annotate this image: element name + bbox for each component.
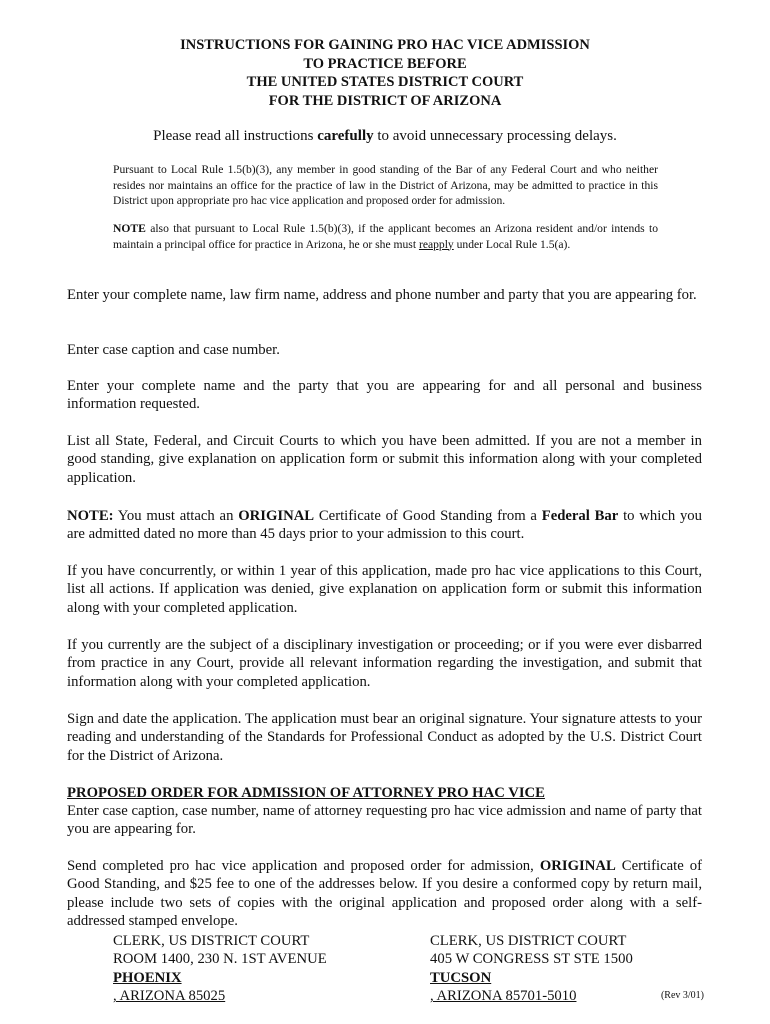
revision-label: (Rev 3/01) [660,990,704,1001]
tucson-address-line-2: 405 W CONGRESS ST STE 1500 [430,951,633,968]
document-title [0,36,770,110]
phoenix-address-line-1: CLERK, US DISTRICT COURT [113,933,310,949]
proposed-order-heading: PROPOSED ORDER FOR ADMISSION OF ATTORNEY PRO HAC VICE [67,785,545,801]
send-instructions: Send completed pro hac vice application and proposed order for admission, ORIGINAL Certificate of Good Standing, and $25 fee to one of the addresses below. If you desire a conformed copy by return mail, please include two sets of copies with the original application and proposed order along with a self-addressed stamped envelope. [67,858,702,930]
title-line-2: TO PRACTICE BEFORE [303,55,467,72]
tucson-address [430,932,633,1006]
phoenix-address [113,932,327,1006]
instruction-courts-admitted: List all State, Federal, and Circuit Courts to which you have been admitted. If you are not a member in good standing, give explanation on application form or submit this information along with your completed application. [67,433,702,486]
instruction-case-caption: Enter case caption and case number. [67,342,280,358]
instruction-disciplinary: If you currently are the subject of a disciplinary investigation or proceeding; or if you were ever disbarred from practice in any Court, provide all relevant information regarding the investigation, and submit that information along with your completed application. [67,637,702,690]
local-rule-paragraph: Pursuant to Local Rule 1.5(b)(3), any member in good standing of the Bar of any Federal Court and who neither resides nor maintains an office for the practice of law in the District of Arizona, may be admitted to practice in this District upon appropriate pro hac vice application and proposed order for admission. [113,163,658,207]
title-line-3: THE UNITED STATES DISTRICT COURT [246,74,524,90]
instruction-concurrent-applications: If you have concurrently, or within 1 year of this application, made pro hac vice applications to this Court, list all actions. If application was denied, give explanation on application form or submit this information along with your completed application. [67,563,702,616]
instruction-personal-info: Enter your complete name and the party that you are appearing for and all personal and business information requested. [67,378,702,413]
title-line-4: FOR THE DISTRICT OF ARIZONA [268,92,502,109]
reapply-underlined: reapply [418,237,454,251]
instruction-name-firm: Enter your complete name, law firm name, address and phone number and party that you are appearing for. [67,287,697,303]
instruction-sign-date: Sign and date the application. The application must bear an original signature. Your signature attests to your reading and understanding of the Standards for Professional Conduct as adopted by the U.S. District Court for the District of Arizona. [67,711,702,764]
tucson-address-line-3: TUCSON , ARIZONA 85701-5010 [430,969,577,1005]
reapply-note-paragraph: NOTE also that pursuant to Local Rule 1.5(b)(3), if the applicant becomes an Arizona resident and/or intends to maintain a principal office for practice in Arizona, he or she must reapply under Local Rule 1.5(a). [113,222,658,251]
tucson-address-line-1: CLERK, US DISTRICT COURT [430,933,627,949]
phoenix-address-line-3: PHOENIX , ARIZONA 85025 [113,969,226,1005]
proposed-order-text: Enter case caption, case number, name of attorney requesting pro hac vice admission and name of party that you are appearing for. [67,803,702,838]
read-carefully-notice: Please read all instructions carefully to avoid unnecessary processing delays. [153,128,617,144]
note-certificate-good-standing: NOTE: You must attach an ORIGINAL Certificate of Good Standing from a Federal Bar to which you are admitted dated no more than 45 days prior to your admission to this court. [67,508,702,543]
carefully-emphasis: carefully [317,128,374,144]
phoenix-address-line-2: ROOM 1400, 230 N. 1ST AVENUE [113,951,327,968]
note-label: NOTE [113,222,146,235]
title-line-1: INSTRUCTIONS FOR GAINING PRO HAC VICE ADMISSION [180,37,590,53]
